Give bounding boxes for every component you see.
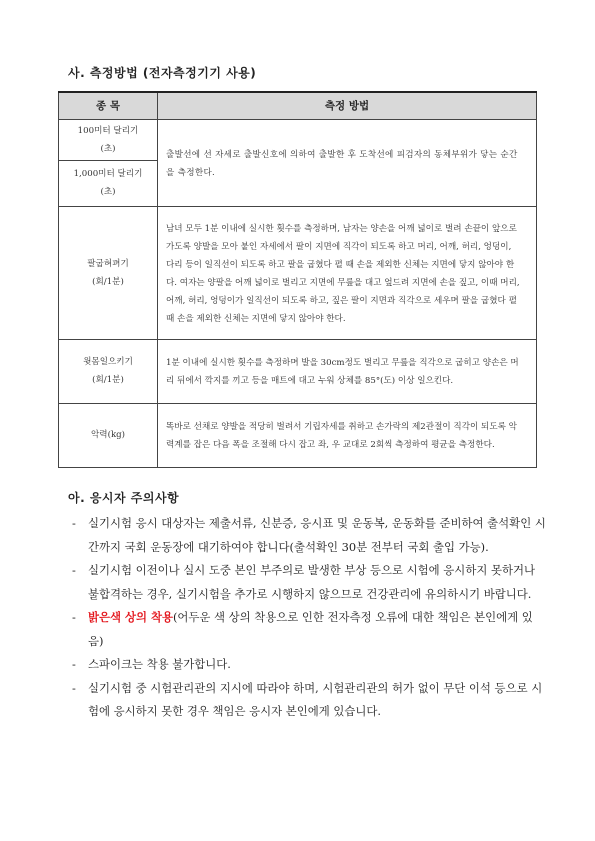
table-row bbox=[59, 339, 537, 403]
header-event: 종 목 bbox=[59, 92, 158, 119]
note-text: 실기시험 중 시험관리관의 지시에 따라야 하며, 시험관리관의 허가 없이 무단 이석 등으로 시험에 응시하지 못한 경우 책임은 응시자 본인에게 있습니다. bbox=[88, 680, 543, 718]
list-item bbox=[68, 606, 546, 653]
section-title-measurement: 사. 측정방법 (전자측정기기 사용) bbox=[68, 66, 257, 80]
list-item bbox=[68, 653, 546, 677]
table-header-row bbox=[59, 92, 537, 119]
event-name: 팔굽혀펴기 bbox=[87, 258, 129, 269]
event-name: 1,000미터 달리기 bbox=[73, 169, 143, 179]
list-item bbox=[68, 559, 546, 606]
section-title-precautions: 아. 응시자 주의사항 bbox=[68, 491, 180, 505]
note-text: 스파이크는 착용 불가합니다. bbox=[88, 657, 231, 671]
bullet-dash: - bbox=[72, 563, 76, 577]
measurement-table bbox=[58, 91, 537, 468]
event-situp bbox=[59, 339, 158, 403]
event-unit: (초) bbox=[100, 143, 116, 154]
bullet-dash: - bbox=[72, 610, 76, 624]
table-row bbox=[59, 119, 537, 160]
method-pushup: 남녀 모두 1분 이내에 실시한 횟수를 측정하며, 남자는 양손을 어깨 넓이로 벌려 손끝이 앞으로 가도록 양발을 모아 붙인 자세에서 팔이 지면에 직각이 되도록 하고 머리, 어깨, 허리, 엉덩이, 다리 등이 일직선이 되도록 하고 팔을 굽혔다 펼 때 손을 제외한 신체는 지면에 닿지 않아야 한다. 여자는 양팔을 어깨 넓이로 벌리고 지면에 무릎을 대고 엎드려 지면에 손을 짚고, 이때 머리, 어깨, 허리, 엉덩이가 일직선이 되도록 하고, 짚은 팔이 지면과 직각으로 세우며 팔을 굽혔다 펼 때 손을 제외한 신체는 지면에 닿지 않아야 한다. bbox=[158, 206, 537, 339]
note-emphasis: 밝은색 상의 착용 bbox=[88, 610, 173, 624]
bullet-dash: - bbox=[72, 680, 76, 695]
event-unit: (회/1분) bbox=[92, 375, 124, 385]
header-method: 측정 방법 bbox=[158, 92, 537, 119]
event-name: 윗몸일으키기 bbox=[83, 357, 133, 367]
list-item bbox=[68, 512, 546, 559]
event-unit: (회/1분) bbox=[92, 276, 124, 287]
note-text: 실기시험 이전이나 실시 도중 본인 부주의로 발생한 부상 등으로 시험에 응시하지 못하거나 불합격하는 경우, 실기시험을 추가로 시행하지 않으므로 건강관리에 유의하시기 바랍니다. bbox=[88, 563, 535, 601]
note-text: 실기시험 응시 대상자는 제출서류, 신분증, 응시표 및 운동복, 운동화를 준비하여 출석확인 시간까지 국회 운동장에 대기하여야 합니다(출석확인 30분 전부터 국회 출입 가능). bbox=[88, 516, 546, 554]
method-run: 출발선에 선 자세로 출발신호에 의하여 출발한 후 도착선에 피검자의 동체부위가 닿는 순간을 측정한다. bbox=[158, 119, 537, 206]
list-item bbox=[68, 677, 546, 724]
method-situp: 1분 이내에 실시한 횟수를 측정하며 발을 30cm정도 벌리고 무릎을 직각으로 굽히고 양손은 머리 뒤에서 깍지를 끼고 등을 매트에 대고 누워 상체를 85°(도) 이상 일으킨다. bbox=[158, 339, 537, 403]
table-row bbox=[59, 403, 537, 467]
event-unit: (초) bbox=[100, 187, 116, 197]
event-name: 악력(kg) bbox=[90, 430, 126, 440]
table-row bbox=[59, 206, 537, 339]
bullet-dash: - bbox=[72, 657, 76, 671]
bullet-dash: - bbox=[72, 516, 76, 530]
event-grip bbox=[59, 403, 158, 467]
method-grip: 똑바로 선채로 양발을 적당히 벌려서 기립자세를 취하고 손가락의 제2관절이 직각이 되도록 악력계를 잡은 다음 폭을 조절해 다시 잡고 좌, 우 교대로 2회씩 측정하여 평균을 측정한다. bbox=[158, 403, 537, 467]
event-name: 100미터 달리기 bbox=[77, 125, 139, 136]
note-text: (어두운 색 상의 착용으로 인한 전자측정 오류에 대한 책임은 본인에게 있음) bbox=[88, 610, 533, 648]
precautions-list bbox=[68, 512, 546, 724]
event-run100 bbox=[59, 119, 158, 160]
event-pushup bbox=[59, 206, 158, 339]
event-run1000 bbox=[59, 160, 158, 206]
